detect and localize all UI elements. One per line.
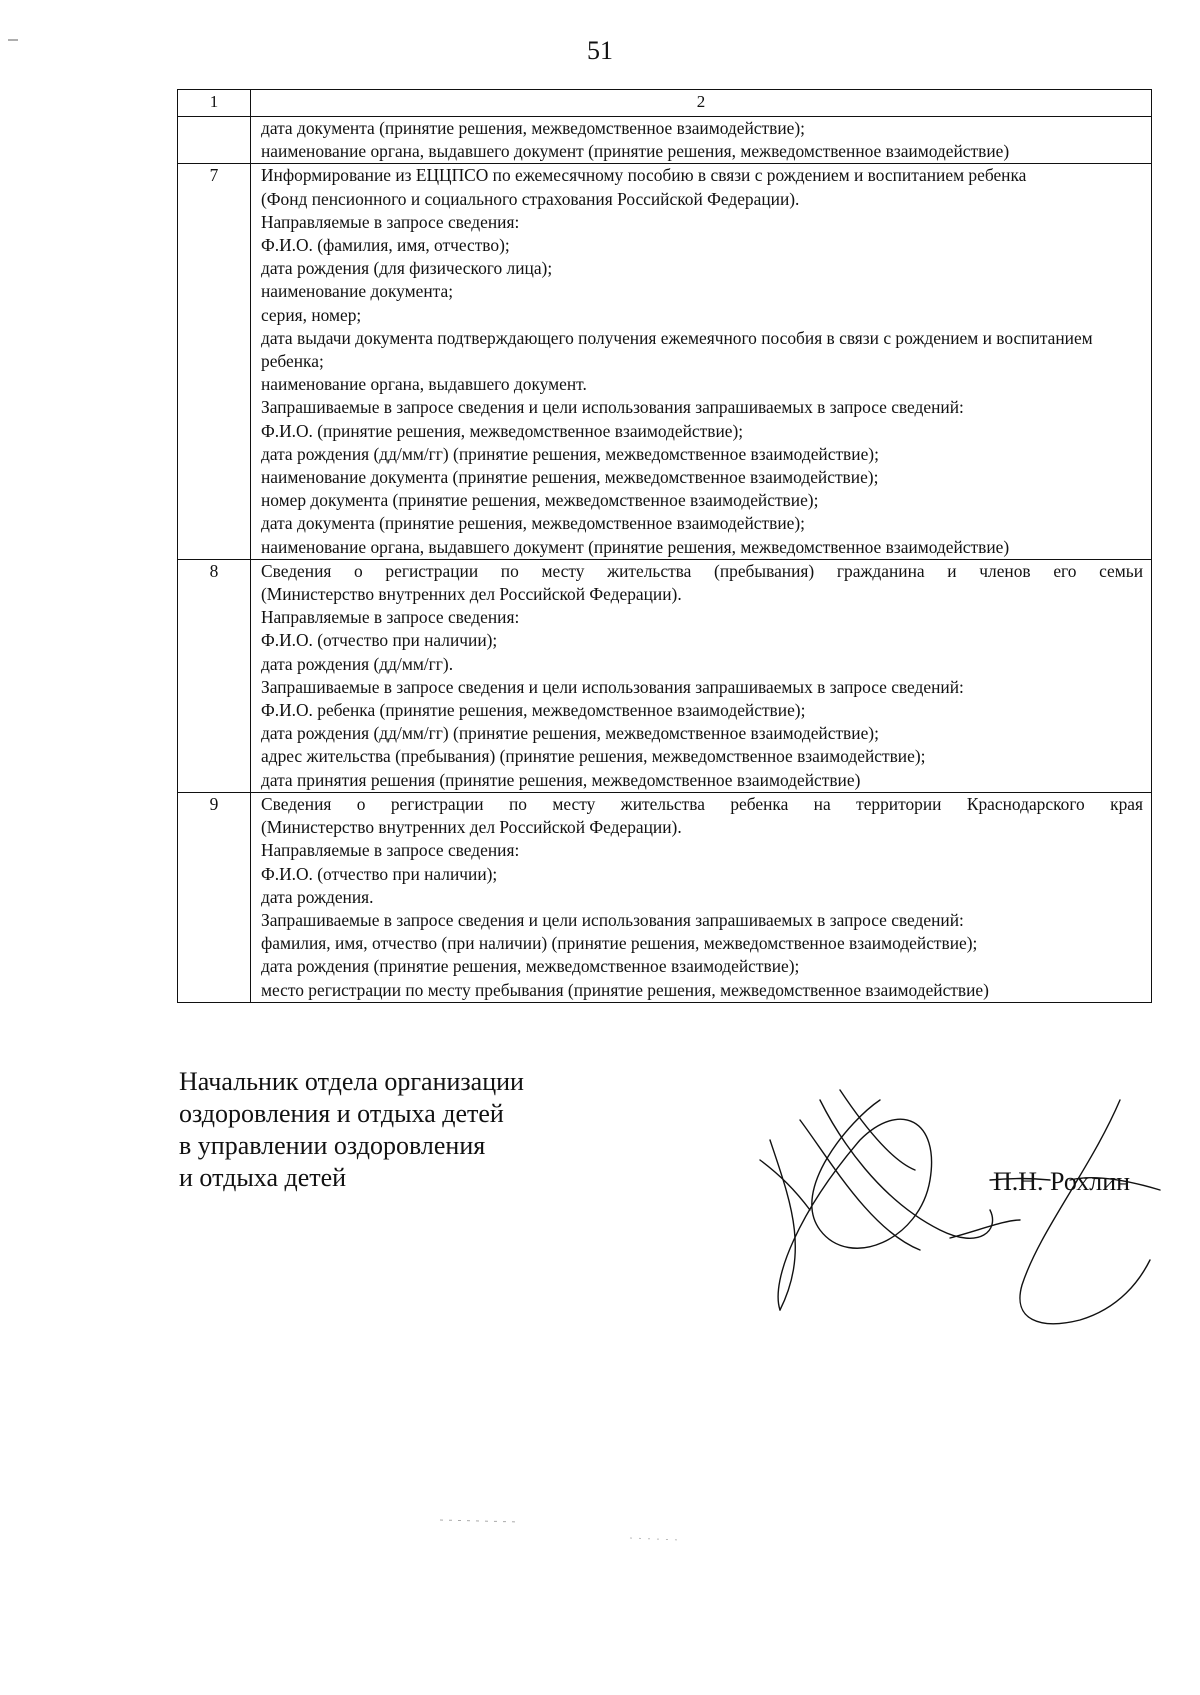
row-number: 8 [178,559,251,792]
row-line: дата принятия решения (принятие решения, межведомственное взаимодействие) [261,769,861,790]
row-line: Ф.И.О. ребенка (принятие решения, межведомственное взаимодействие); [261,700,806,721]
row-line: Информирование из ЕЦЦПСО по ежемесячному пособию в связи с рождением и воспитанием ребенка [261,165,1027,186]
row-line: Ф.И.О. (принятие решения, межведомственное взаимодействие); [261,420,744,441]
row-line: наименование органа, выдавшего документ (принятие решения, межведомственное взаимодействие) [261,536,1010,557]
row-number: 7 [178,164,251,559]
row-line: Направляемые в запросе сведения: [261,211,520,232]
row-line: Сведения о регистрации по месту жительства (пребывания) гражданина и членов его семьи [261,560,1143,581]
row-line: Ф.И.О. (фамилия, имя, отчество); [261,235,510,256]
row-line: дата выдачи документа подтверждающего получения ежемеячного пособия в связи с рождением и воспитанием ребенка; [261,327,1093,372]
row-line: Ф.И.О. (отчество при наличии); [261,630,498,651]
row-line: фамилия, имя, отчество (при наличии) (принятие решения, межведомственное взаимодействие); [261,933,978,954]
row-line: (Фонд пенсионного и социального страхования Российской Федерации). [261,188,800,209]
position-line: в управлении оздоровления [179,1131,486,1160]
row-line: наименование документа (принятие решения, межведомственное взаимодействие); [261,467,879,488]
row-line: дата рождения (дд/мм/гг) (принятие решения, межведомственное взаимодействие); [261,443,879,464]
row-line: наименование органа, выдавшего документ (принятие решения, межведомственное взаимодействие) [261,141,1010,162]
row-line: дата рождения (для физического лица); [261,258,553,279]
header-col-1: 1 [178,90,251,117]
row-line: Запрашиваемые в запросе сведения и цели использования запрашиваемых в запросе сведений: [261,397,964,418]
row-line: наименование документа; [261,281,454,302]
position-line: Начальник отдела организации [179,1067,524,1096]
row-line: Запрашиваемые в запросе сведения и цели использования запрашиваемых в запросе сведений: [261,676,964,697]
row-line: дата документа (принятие решения, межведомственное взаимодействие); [261,513,805,534]
row-line: Направляемые в запросе сведения: [261,607,520,628]
row-line: наименование органа, выдавшего документ. [261,374,587,395]
signatory-name: П.Н. Рохлин [993,1167,1131,1196]
position-line: оздоровления и отдыха детей [179,1099,504,1128]
row-line: номер документа (принятие решения, межведомственное взаимодействие); [261,490,819,511]
row-line: адрес жительства (пребывания) (принятие решения, межведомственное взаимодействие); [261,746,926,767]
page-number: 51 [587,36,613,65]
row-line: (Министерство внутренних дел Российской Федерации). [261,584,682,605]
row-line: (Министерство внутренних дел Российской Федерации). [261,817,682,838]
row-line: место регистрации по месту пребывания (принятие решения, межведомственное взаимодействие) [261,979,989,1000]
row-line: дата рождения (дд/мм/гг). [261,653,454,674]
row-line: дата документа (принятие решения, межведомственное взаимодействие); [261,118,805,138]
row-line: дата рождения. [261,886,374,907]
row-line: дата рождения (принятие решения, межведомственное взаимодействие); [261,956,800,977]
row-line: Ф.И.О. (отчество при наличии); [261,863,498,884]
row-line: серия, номер; [261,304,362,325]
row-line: Сведения о регистрации по месту жительства ребенка на территории Краснодарского края [261,793,1143,814]
row-line: дата рождения (дд/мм/гг) (принятие решения, межведомственное взаимодействие); [261,723,879,744]
header-col-2: 2 [251,90,1152,117]
row-line: Направляемые в запросе сведения: [261,840,520,861]
row-line: Запрашиваемые в запросе сведения и цели использования запрашиваемых в запросе сведений: [261,909,964,930]
row-number: 9 [178,792,251,1002]
position-line: и отдыха детей [179,1163,347,1192]
